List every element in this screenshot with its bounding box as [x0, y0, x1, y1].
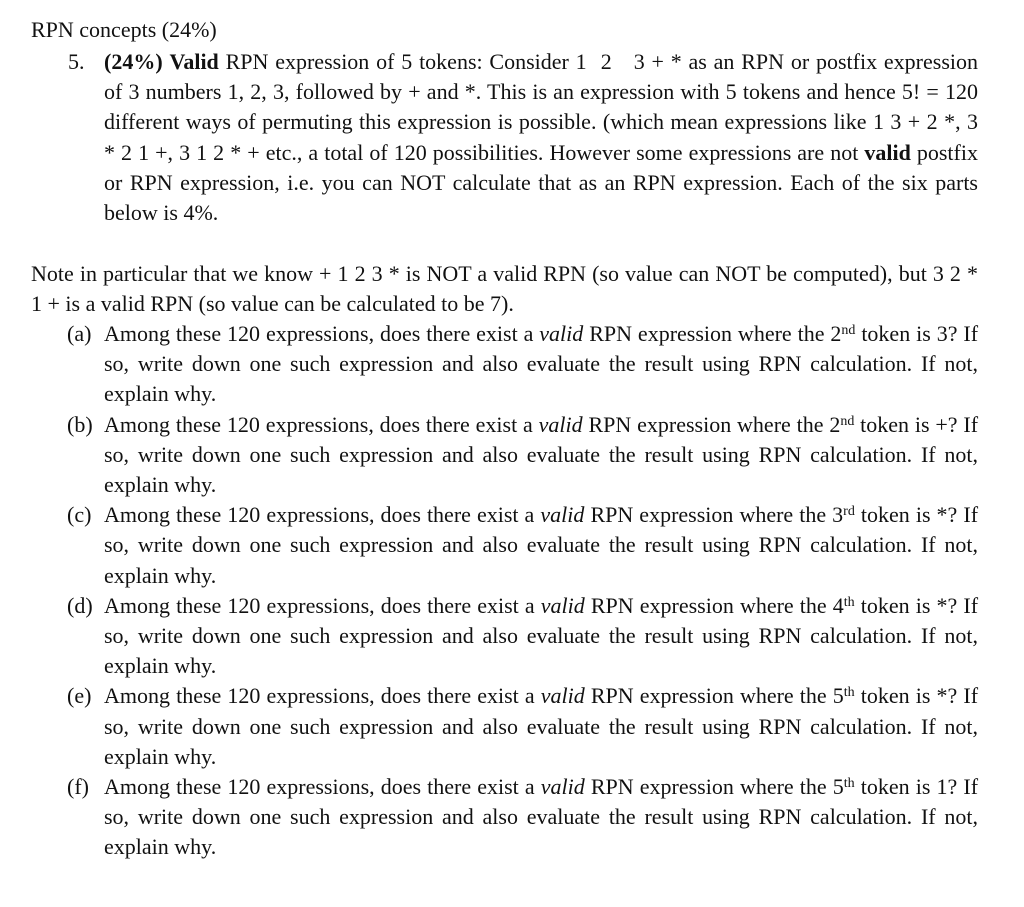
- part-text: Among these 120 expressions, does there exist a: [104, 592, 535, 618]
- part-ordinal: nd: [841, 323, 856, 338]
- part-emphasis: valid: [540, 592, 585, 618]
- question-5: [68, 47, 979, 228]
- part-emphasis: valid: [540, 683, 585, 709]
- question-number: 5.: [68, 49, 85, 74]
- part-label: (e): [67, 683, 92, 709]
- part-label: (c): [67, 502, 92, 528]
- part-text: token is *? If so, write down one such expression and also evaluate the result using RPN calculation. If not, explain why.: [104, 502, 979, 588]
- part-text: RPN expression where the 2: [588, 411, 841, 437]
- part-text: RPN expression where the 2: [589, 321, 842, 346]
- note-paragraph: Note in particular that we know + 1 2 3 * is NOT a valid RPN (so value can NOT be computed), but 3 2 * 1 + is a valid RPN (so value can be calculated to be 7).: [31, 261, 978, 317]
- part-text: RPN expression where the 5: [590, 774, 844, 800]
- part-text: RPN expression where the 4: [590, 592, 844, 618]
- part-ordinal: th: [843, 594, 855, 610]
- part-d: [67, 591, 979, 682]
- part-text: token is 3? If so, write down one such expression and also evaluate the result using RPN calculation. If not, explain why.: [104, 321, 979, 407]
- part-text: Among these 120 expressions, does there exist a: [104, 683, 535, 709]
- part-label: (d): [67, 592, 93, 618]
- part-ordinal: th: [843, 685, 855, 701]
- question-body-b: postfix or RPN expression, i.e. you can NOT calculate that as an RPN expression. Each of the six parts below is 4%.: [104, 139, 978, 226]
- part-text: Among these 120 expressions, does there exist a: [104, 321, 534, 346]
- parts-list: [67, 319, 979, 863]
- part-text: RPN expression where the 5: [590, 683, 844, 709]
- part-label: (f): [67, 774, 89, 800]
- question-lead: RPN expression of 5 tokens: Consider 1: [225, 49, 587, 74]
- part-text: Among these 120 expressions, does there exist a: [104, 502, 535, 528]
- part-a: [67, 319, 979, 410]
- part-text: token is +? If so, write down one such expression and also evaluate the result using RPN calculation. If not, explain why.: [104, 411, 979, 498]
- part-label: (a): [67, 321, 92, 346]
- part-text: Among these 120 expressions, does there exist a: [104, 774, 535, 800]
- part-text: token is *? If so, write down one such expression and also evaluate the result using RPN calculation. If not, explain why.: [104, 592, 979, 679]
- part-text: token is *? If so, write down one such expression and also evaluate the result using RPN calculation. If not, explain why.: [104, 683, 979, 769]
- part-emphasis: valid: [540, 774, 585, 800]
- part-emphasis: valid: [539, 321, 584, 346]
- part-ordinal: rd: [843, 504, 855, 520]
- question-token-3: 3 + *: [633, 49, 682, 74]
- question-token-2: 2: [600, 49, 612, 74]
- part-label: (b): [67, 411, 93, 437]
- part-emphasis: valid: [538, 411, 583, 437]
- question-marks: (24%): [104, 49, 163, 74]
- part-ordinal: nd: [840, 413, 855, 429]
- part-text: RPN expression where the 3: [590, 502, 844, 528]
- part-e: [67, 681, 979, 772]
- part-b: [67, 410, 979, 501]
- section-heading: RPN concepts (24%): [31, 17, 217, 42]
- part-c: [67, 500, 979, 591]
- part-ordinal: th: [843, 776, 855, 792]
- part-text: Among these 120 expressions, does there exist a: [104, 411, 533, 437]
- part-emphasis: valid: [540, 502, 585, 528]
- question-body-a: as an RPN or postfix expression of 3 numbers 1, 2, 3, followed by + and *. This is an expression with 5 tokens and hence 5! = 120 different ways of permuting this expression is possible. (which mean expressions like 1 3 + 2 *, 3 * 2 1 +, 3 1 2 * + etc., a total of 120 possibilities. However some expressions are not: [104, 49, 979, 165]
- part-text: token is 1? If so, write down one such expression and also evaluate the result using RPN calculation. If not, explain why.: [104, 774, 979, 860]
- question-keyword: Valid: [169, 49, 219, 74]
- part-f: [67, 772, 979, 863]
- question-keyword-valid: valid: [864, 139, 911, 165]
